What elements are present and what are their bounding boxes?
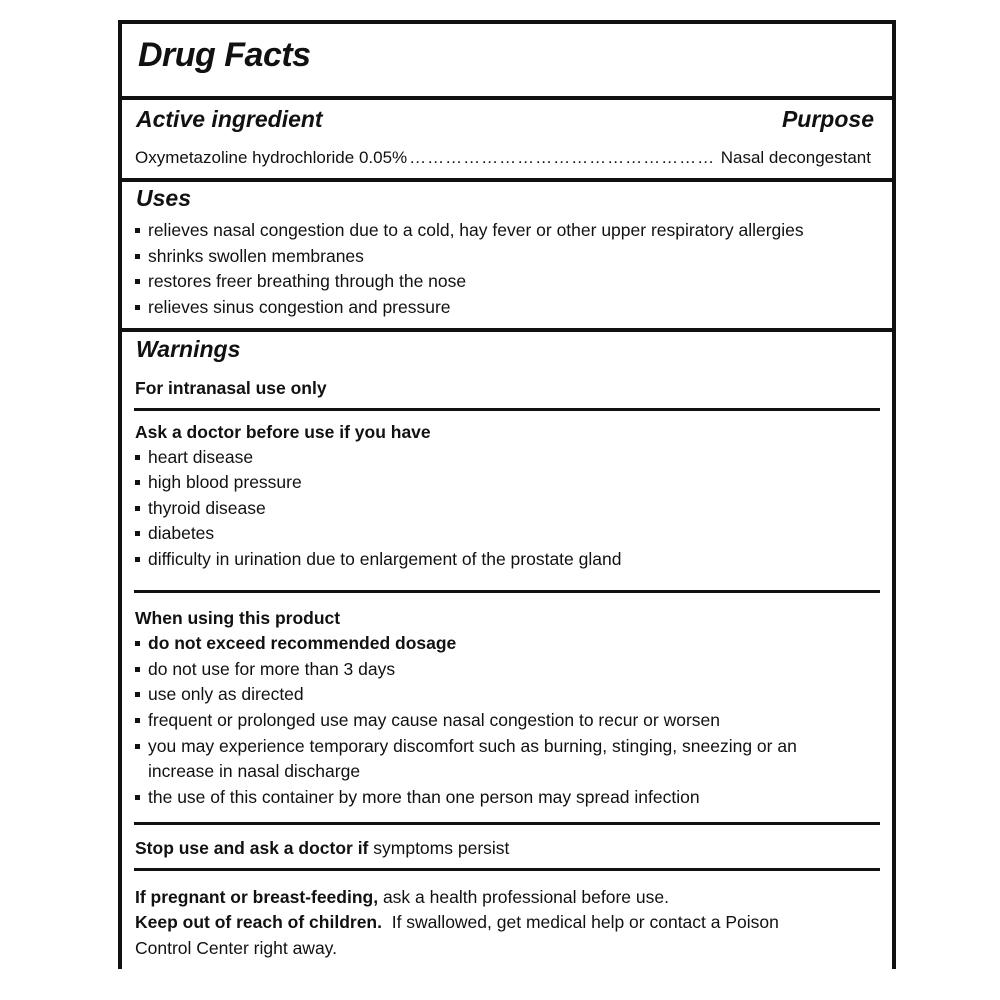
- when-using-item: use only as directed: [135, 684, 304, 705]
- active-ingredient-row: [135, 148, 871, 168]
- when-using-heading: When using this product: [135, 608, 341, 628]
- ingredient-name: Oxymetazoline hydrochloride 0.05%: [135, 148, 408, 167]
- stop-use-divider: [134, 868, 880, 871]
- uses-item: restores freer breathing through the nose: [135, 271, 466, 292]
- when-using-item-continued: increase in nasal discharge: [148, 761, 361, 781]
- uses-item: relieves sinus congestion and pressure: [135, 297, 451, 318]
- title-divider: [122, 96, 892, 100]
- children-statement-continued: Control Center right away.: [135, 938, 337, 958]
- bullet-icon: [135, 718, 140, 723]
- bullet-icon: [135, 795, 140, 800]
- bullet-icon: [135, 305, 140, 310]
- bullet-icon: [135, 531, 140, 536]
- ask-doctor-item: difficulty in urination due to enlargement of the prostate gland: [135, 549, 621, 570]
- ask-doctor-item: high blood pressure: [135, 472, 302, 493]
- when-using-item: do not exceed recommended dosage: [135, 633, 456, 654]
- ingredient-purpose: Nasal decongestant: [720, 148, 871, 167]
- ask-doctor-item: diabetes: [135, 523, 214, 544]
- bullet-icon: [135, 480, 140, 485]
- when-using-item: do not use for more than 3 days: [135, 659, 395, 680]
- intranasal-divider: [134, 408, 880, 411]
- children-statement: Keep out of reach of children. If swallowed, get medical help or contact a Poison: [135, 912, 779, 932]
- bullet-icon: [135, 506, 140, 511]
- bullet-icon: [135, 667, 140, 672]
- ask-doctor-divider: [134, 590, 880, 593]
- when-using-item: frequent or prolonged use may cause nasal congestion to recur or worsen: [135, 710, 720, 731]
- uses-heading: Uses: [136, 185, 191, 211]
- bullet-icon: [135, 557, 140, 562]
- bullet-icon: [135, 641, 140, 646]
- bullet-icon: [135, 455, 140, 460]
- purpose-heading: Purpose: [781, 106, 874, 132]
- bullet-icon: [135, 692, 140, 697]
- uses-divider: [122, 328, 892, 332]
- when-using-item: the use of this container by more than one person may spread infection: [135, 787, 700, 808]
- when-using-divider: [134, 822, 880, 825]
- uses-item: relieves nasal congestion due to a cold, hay fever or other upper respiratory allergies: [135, 220, 804, 241]
- pregnant-statement: If pregnant or breast-feeding, ask a health professional before use.: [135, 887, 669, 907]
- leader-dots: ……………………………………………: [409, 148, 716, 167]
- uses-item: shrinks swollen membranes: [135, 246, 364, 267]
- active-divider: [122, 178, 892, 182]
- bullet-icon: [135, 744, 140, 749]
- bullet-icon: [135, 279, 140, 284]
- bullet-icon: [135, 254, 140, 259]
- ask-doctor-heading: Ask a doctor before use if you have: [135, 422, 431, 442]
- intranasal-note: For intranasal use only: [135, 378, 327, 398]
- drug-facts-title: Drug Facts: [138, 36, 311, 74]
- drug-facts-panel: [118, 20, 896, 969]
- warnings-heading: Warnings: [136, 336, 241, 362]
- bullet-icon: [135, 228, 140, 233]
- ask-doctor-item: heart disease: [135, 447, 253, 468]
- when-using-item: you may experience temporary discomfort such as burning, stinging, sneezing or an: [135, 736, 797, 757]
- ask-doctor-item: thyroid disease: [135, 498, 266, 519]
- active-ingredient-heading: Active ingredient: [136, 106, 323, 132]
- stop-use-statement: Stop use and ask a doctor if symptoms persist: [135, 838, 510, 858]
